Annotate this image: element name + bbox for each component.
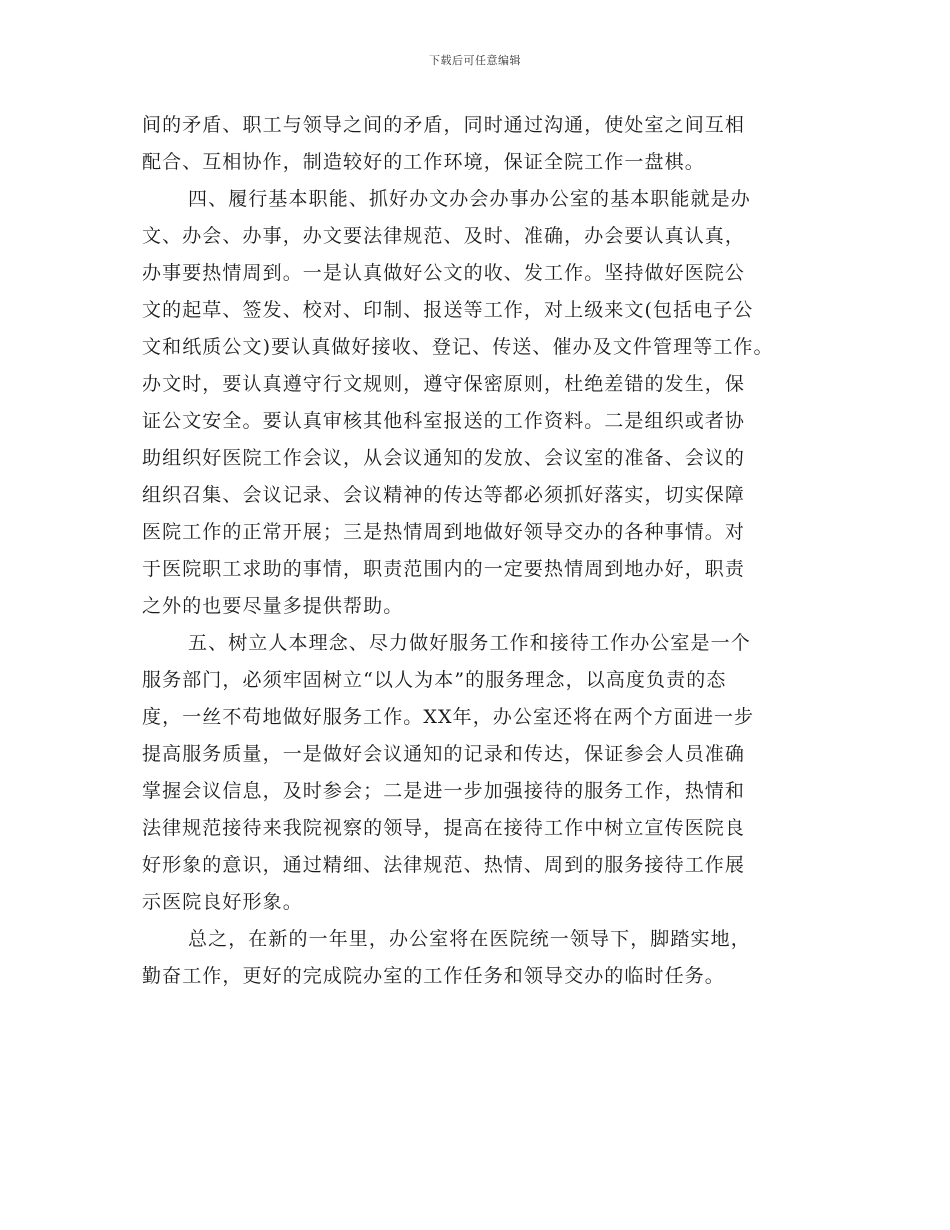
text-line: 文、办会、办事，办文要法律规范、及时、准确，办会要认真认真，: [142, 225, 746, 247]
text-line: 掌握会议信息，及时参会；二是进一步加强接待的服务工作，热情和: [142, 780, 746, 802]
text-line: 五、树立人本理念、尽力做好服务工作和接待工作办公室是一个: [188, 632, 751, 654]
text-line: 于医院职工求助的事情，职责范围内的一定要热情周到地办好，职责: [142, 558, 746, 580]
text-line: 服务部门，必须牢固树立“以人为本”的服务理念，以高度负责的态: [142, 669, 727, 691]
text-line: 间的矛盾、职工与领导之间的矛盾，同时通过沟通，使处室之间互相: [142, 114, 746, 136]
text-line: 证公文安全。要认真审核其他科室报送的工作资料。二是组织或者协: [142, 410, 746, 432]
text-line: 组织召集、会议记录、会议精神的传达等都必须抓好落实，切实保障: [142, 484, 746, 506]
text-line: 之外的也要尽量多提供帮助。: [142, 595, 404, 617]
text-line: 提高服务质量，一是做好会议通知的记录和传达，保证参会人员准确: [142, 743, 746, 765]
text-line: 办文时，要认真遵守行文规则，遵守保密原则，杜绝差错的发生，保: [142, 373, 746, 395]
text-line: 配合、互相协作，制造较好的工作环境，保证全院工作一盘棋。: [142, 151, 705, 173]
text-line: 文的起草、签发、校对、印制、报送等工作，对上级来文(包括电子公: [142, 299, 754, 321]
text-line: 度，一丝不苟地做好服务工作。XX年，办公室还将在两个方面进一步: [142, 706, 755, 728]
page-header: 下载后可任意编辑: [429, 54, 521, 67]
paragraph-summary: [142, 921, 842, 995]
text-line: 总之，在新的一年里，办公室将在医院统一领导下，脚踏实地，: [188, 928, 751, 950]
text-line: 医院工作的正常开展；三是热情周到地做好领导交办的各种事情。对: [142, 521, 746, 543]
text-line: 四、履行基本职能、抓好办文办会办事办公室的基本职能就是办: [188, 188, 751, 210]
paragraph-continued: [142, 107, 842, 181]
text-line: 好形象的意识，通过精细、法律规范、热情、周到的服务接待工作展: [142, 854, 746, 876]
text-line: 勤奋工作，更好的完成院办室的工作任务和领导交办的临时任务。: [142, 965, 725, 987]
paragraph-section-five: [142, 625, 842, 921]
text-line: 法律规范接待来我院视察的领导，提高在接待工作中树立宣传医院良: [142, 817, 746, 839]
text-line: 助组织好医院工作会议，从会议通知的发放、会议室的准备、会议的: [142, 447, 746, 469]
paragraph-section-four: [142, 181, 842, 625]
text-line: 示医院良好形象。: [142, 891, 303, 913]
text-line: 办事要热情周到。一是认真做好公文的收、发工作。坚持做好医院公: [142, 262, 746, 284]
document-body: [142, 107, 842, 995]
text-line: 文和纸质公文)要认真做好接收、登记、传送、催办及文件管理等工作。: [142, 336, 774, 358]
